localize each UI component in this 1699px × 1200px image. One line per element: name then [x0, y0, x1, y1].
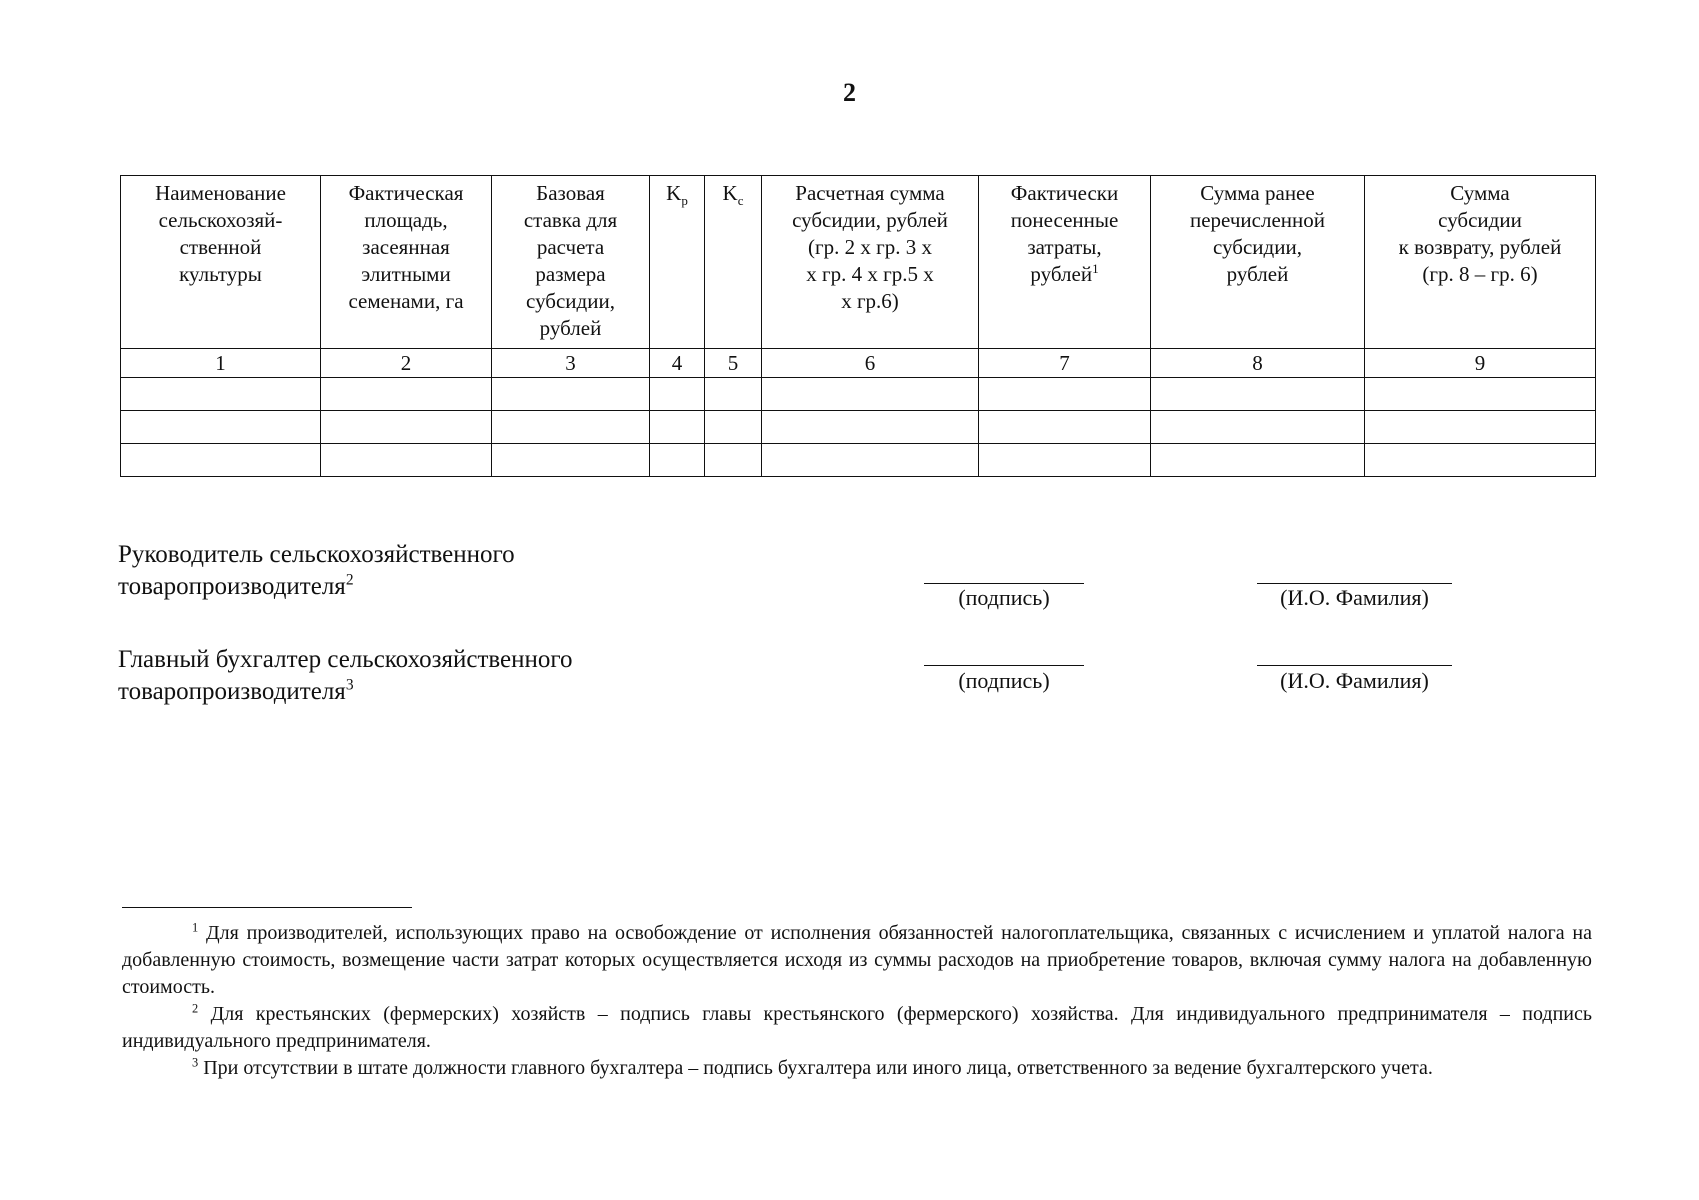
header-base-rate: Базовая ставка для расчета размера субсидии, рублей — [492, 176, 650, 349]
table-cell — [1151, 444, 1365, 477]
name-line — [1257, 665, 1452, 666]
table-row — [121, 378, 1596, 411]
table-cell — [650, 378, 705, 411]
header-coef-kr: $K_р$ — [650, 176, 705, 349]
table-cell — [1151, 378, 1365, 411]
table-cell — [705, 378, 762, 411]
table-cell — [121, 411, 321, 444]
footnote-separator — [122, 907, 412, 908]
header-calculated-sum: Расчетная сумма субсидии, рублей (гр. 2 х гр. 3 х х гр. 4 х гр.5 х х гр.6) — [762, 176, 979, 349]
table-cell — [492, 411, 650, 444]
table-cell — [979, 411, 1151, 444]
table-cell — [650, 444, 705, 477]
name-caption: (И.О. Фамилия) — [1280, 668, 1429, 693]
table-cell — [121, 378, 321, 411]
role-line: Главный бухгалтер сельскохозяйственного — [118, 646, 573, 673]
footnote-1: $^1$ Для производителей, использующих право на освобождение от исполнения обязанностей налогоплательщика, связанных с исчислением и уплатой налога на добавленную стоимость, возмещение части затрат которых осуществляется исходя из суммы расходов на приобретение товаров, включая сумму налога на добавленную стоимость. — [122, 920, 1592, 998]
table-row — [121, 411, 1596, 444]
page-number: 2 — [843, 78, 856, 107]
table-cell — [1365, 378, 1596, 411]
table-cell — [762, 411, 979, 444]
table-cell — [321, 378, 492, 411]
table-cell — [321, 444, 492, 477]
column-number-row — [121, 349, 1596, 378]
footnote-ref: 3 — [345, 676, 354, 694]
footnotes — [122, 920, 1592, 1082]
name-caption: (И.О. Фамилия) — [1280, 585, 1429, 610]
footnote-mark: 1 — [192, 920, 199, 935]
signature-line — [924, 665, 1084, 666]
column-number: 3 — [492, 349, 650, 378]
table-cell — [705, 444, 762, 477]
table-cell — [492, 378, 650, 411]
table-header-row — [121, 176, 1596, 349]
footnote-ref: 2 — [345, 571, 354, 589]
signature-line — [924, 583, 1084, 584]
role-line: товаропроизводителя$^2$ — [118, 571, 354, 600]
table-cell — [705, 411, 762, 444]
column-number: 2 — [321, 349, 492, 378]
column-number: 5 — [705, 349, 762, 378]
column-number: 6 — [762, 349, 979, 378]
footnote-mark: 2 — [192, 1001, 199, 1016]
header-previous-subsidy: Сумма ранее перечисленной субсидии, рублей — [1151, 176, 1365, 349]
header-actual-area: Фактическая площадь, засеянная элитными семенами, га — [321, 176, 492, 349]
table-cell — [492, 444, 650, 477]
column-number: 4 — [650, 349, 705, 378]
subsidy-table — [120, 175, 1596, 477]
table-cell — [1365, 411, 1596, 444]
header-return-subsidy: Сумма субсидии к возврату, рублей (гр. 8 – гр. 6) — [1365, 176, 1596, 349]
table-cell — [979, 444, 1151, 477]
column-number: 1 — [121, 349, 321, 378]
header-actual-costs: Фактически понесенные затраты, рублей$^1$ — [979, 176, 1151, 349]
header-crop-name: Наименование сельскохозяй- ственной культуры — [121, 176, 321, 349]
table-cell — [1151, 411, 1365, 444]
role-line: Руководитель сельскохозяйственного — [118, 541, 515, 568]
column-number: 8 — [1151, 349, 1365, 378]
table-cell — [121, 444, 321, 477]
name-line — [1257, 583, 1452, 584]
column-number: 7 — [979, 349, 1151, 378]
footnote-3: $^3$ При отсутствии в штате должности главного бухгалтера – подпись бухгалтера или иного лица, ответственного за ведение бухгалтерского учета. — [192, 1055, 1433, 1079]
table-row — [121, 444, 1596, 477]
column-number: 9 — [1365, 349, 1596, 378]
signature-caption: (подпись) — [958, 668, 1050, 693]
table-cell — [979, 378, 1151, 411]
signature-caption: (подпись) — [958, 585, 1050, 610]
head-signature-role — [118, 539, 515, 603]
table-cell — [650, 411, 705, 444]
table-cell — [762, 444, 979, 477]
accountant-signature-role — [118, 644, 573, 708]
role-line: товаропроизводителя$^3$ — [118, 676, 354, 705]
table-cell — [321, 411, 492, 444]
header-coef-kc: $K_с$ — [705, 176, 762, 349]
footnote-mark: 3 — [192, 1055, 199, 1070]
footnote-2: $^2$ Для крестьянских (фермерских) хозяйств – подпись главы крестьянского (фермерского) хозяйства. Для индивидуального предпринимателя – подпись индивидуального предпринимателя. — [122, 1001, 1592, 1052]
table-cell — [762, 378, 979, 411]
table-cell — [1365, 444, 1596, 477]
